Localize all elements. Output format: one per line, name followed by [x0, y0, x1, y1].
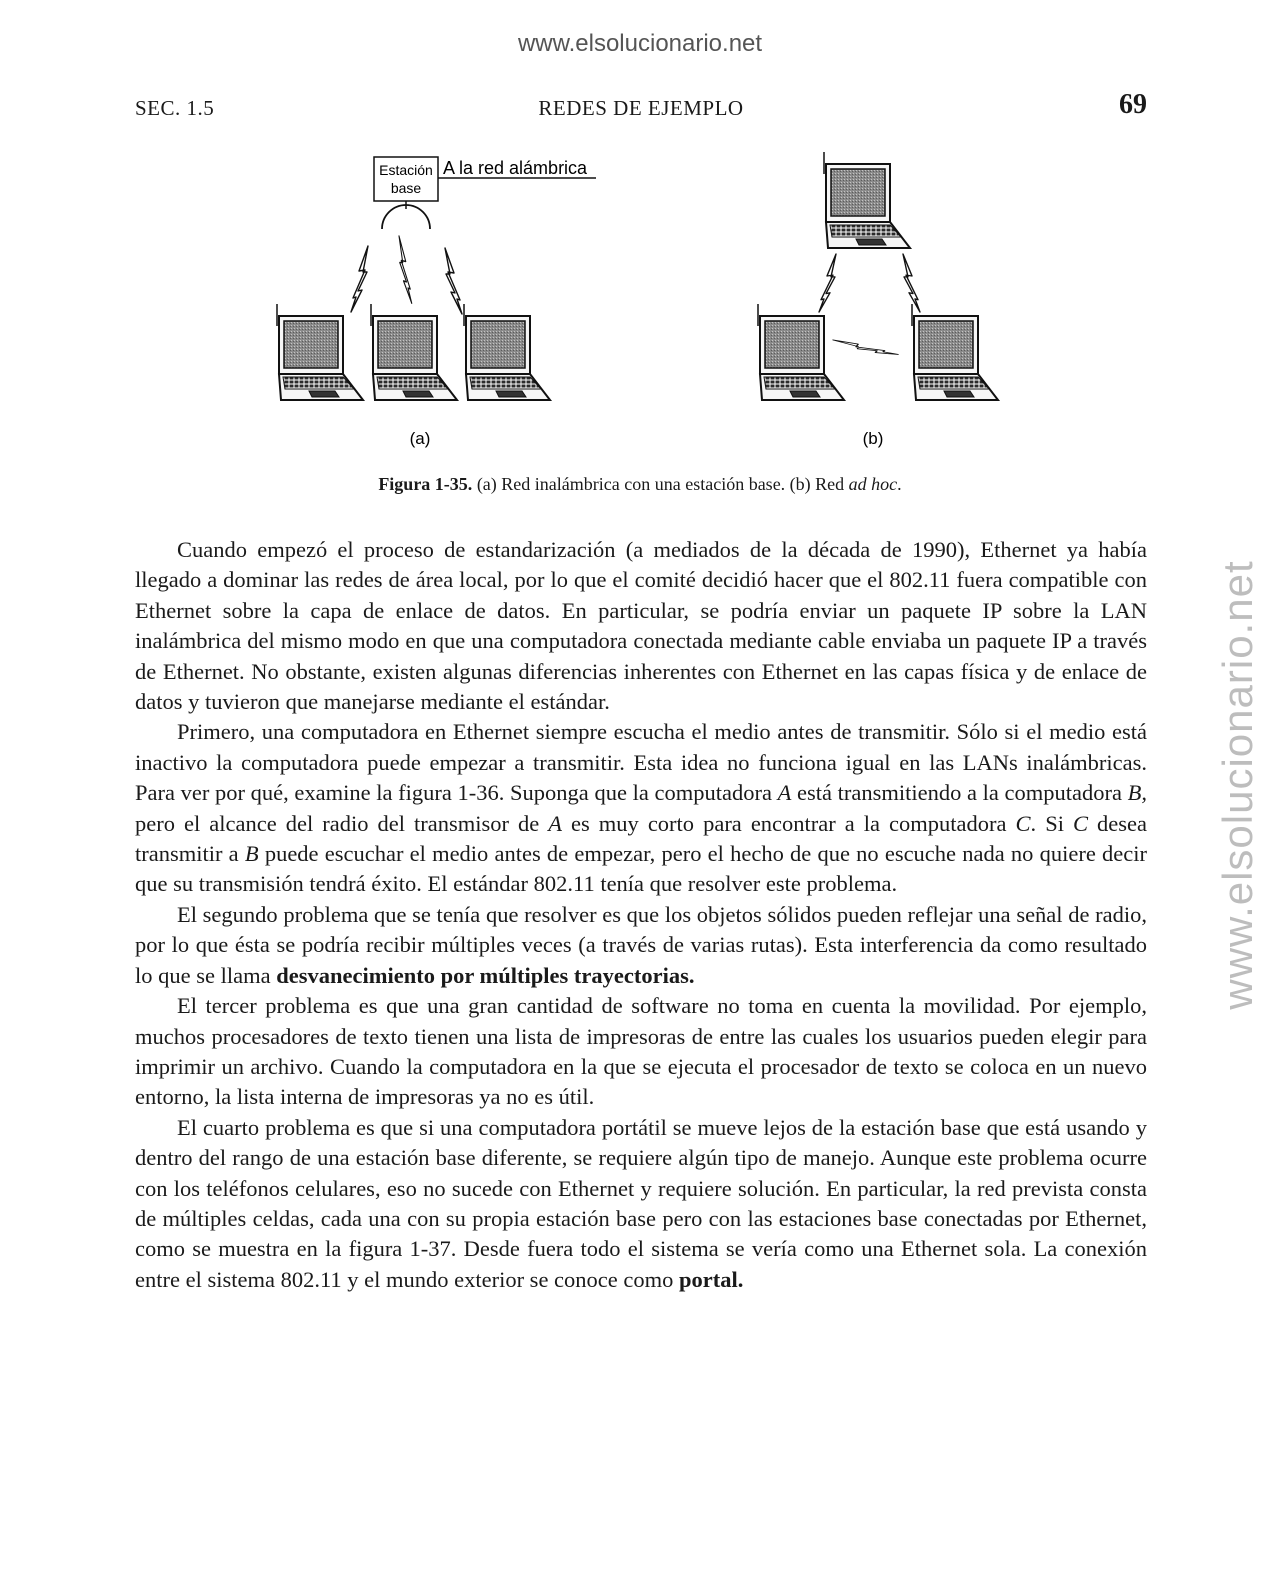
wired-link: [438, 158, 596, 178]
bold-term: desvanecimiento por múltiples trayectorias.: [276, 962, 695, 988]
radio-signal-icon: [351, 246, 368, 312]
page-number: 69: [1119, 89, 1147, 120]
laptop-icon: [758, 304, 844, 400]
base-station-label-2: base: [390, 180, 422, 196]
figure-number: Figura 1-35.: [378, 474, 473, 494]
radio-signal-icon: [903, 254, 920, 312]
subfigure-b-label: (b): [862, 429, 884, 448]
bold-term: portal.: [679, 1266, 744, 1292]
radio-signal-icon: [445, 248, 462, 314]
radio-signal-icon: [399, 236, 412, 303]
laptop-icon: [277, 304, 363, 400]
radio-signal-icon: [833, 331, 898, 364]
paragraph: Primero, una computadora en Ethernet siempre escucha el medio antes de transmitir. Sólo si el medio está inactivo la computadora puede empezar a transmitir. Esta idea no funciona igual en las LANs inalámbricas. Para ver por qué, examine la figura 1-36. Suponga que la computadora A está transmitiendo a la computadora B, pero el alcance del radio del transmisor de A es muy corto para encontrar a la computadora C. Si C desea transmitir a B puede escuchar el medio antes de empezar, pero el hecho de que no escuche nada no quiere decir que su transmisión tendrá éxito. El estándar 802.11 tenía que resolver este problema.: [135, 719, 1147, 897]
laptop-icon: [824, 152, 910, 248]
watermark-side: www.elsolucionario.net: [1214, 560, 1261, 1010]
laptop-icon: [912, 304, 998, 400]
running-title: REDES DE EJEMPLO: [538, 96, 744, 120]
paragraph: El tercer problema es que una gran cantidad de software no toma en cuenta la movilidad. Por ejemplo, muchos procesadores de texto tienen una lista de impresoras de entre las cuales los usuarios pueden elegir para imprimir un archivo. Cuando la computadora en la que se ejecuta el procesador de texto se coloca en un nuevo entorno, la lista interna de impresoras ya no es útil.: [135, 993, 1147, 1110]
paragraph: Cuando empezó el proceso de estandarización (a mediados de la década de 1990), Ethernet ya había llegado a dominar las redes de área local, por lo que el comité decidió hacer que el 802.11 fuera compatible con Ethernet sobre la capa de enlace de datos. En particular, se podría enviar un paquete IP sobre la LAN inalámbrica del mismo modo en que una computadora conectada mediante cable enviaba un paquete IP a través de Ethernet. No obstante, existen algunas diferencias inherentes con Ethernet en las capas física y de enlace de datos y tuvieron que manejarse mediante el estándar.: [135, 537, 1147, 715]
caption-italic: ad hoc: [848, 474, 898, 494]
figure-1-35: [0, 0, 1280, 470]
figure-caption: [0, 474, 1280, 495]
paragraph: El cuarto problema es que si una computadora portátil se mueve lejos de la estación base que está usando y dentro del rango de una estación base diferente, se requiere algún tipo de manejo. Aunque este problema ocurre con los teléfonos celulares, eso no sucede con Ethernet y requiere solución. En particular, la red prevista consta de múltiples celdas, cada una con su propia estación base pero con las estaciones base conectadas por Ethernet, como se muestra en la figura 1-37. Desde fuera todo el sistema se vería como una Ethernet sola. La conexión entre el sistema 802.11 y el mundo exterior se conoce como portal.: [135, 1114, 1147, 1292]
radio-signal-icon: [819, 254, 836, 312]
paragraph: El segundo problema que se tenía que resolver es que los objetos sólidos pueden reflejar una señal de radio, por lo que ésta se podría recibir múltiples veces (a través de varias rutas). Esta interferencia da como resultado lo que se llama desvanecimiento por múltiples trayectorias.: [135, 901, 1147, 988]
caption-end: .: [897, 474, 902, 494]
base-station-label-1: Estación: [379, 162, 433, 178]
watermark-top: www.elsolucionario.net: [517, 30, 763, 57]
laptop-icon: [371, 304, 457, 400]
laptop-icon: [464, 304, 550, 400]
subfigure-a-label: (a): [409, 429, 431, 448]
wired-network-label: A la red alámbrica: [443, 158, 588, 178]
base-station: [374, 157, 438, 229]
caption-text: (a) Red inalámbrica con una estación base. (b) Red: [476, 474, 845, 494]
body-text: [135, 535, 1147, 1295]
section-number: SEC. 1.5: [135, 96, 215, 120]
